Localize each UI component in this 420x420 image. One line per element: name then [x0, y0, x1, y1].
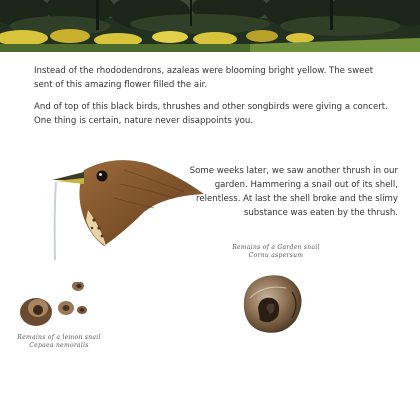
caption-garden-snail-species: Cornu aspersum	[248, 252, 304, 259]
shell-fragments-icon	[16, 282, 106, 332]
caption-garden-snail	[226, 244, 326, 260]
caption-lemon-snail-title: Remains of a lemon snail	[17, 334, 101, 341]
paragraph-thrush-garden: Some weeks later, we saw another thrush in our garden. Hammering a snail out of its shell, relentless. At last the shell broke and the slimy substance was eaten by the thrush.	[189, 166, 398, 218]
broken-shell-icon	[236, 268, 310, 338]
caption-lemon-snail	[14, 334, 104, 350]
caption-garden-snail-title: Remains of a Garden snail	[232, 244, 320, 251]
forest-photo-banner	[0, 0, 420, 52]
forest-scene	[0, 0, 420, 52]
paragraph-songbirds: And of top of this black birds, thrushes and other songbirds were giving a concert. One thing is certain, nature never disappoints you.	[34, 102, 388, 126]
lemon-snail-remains-photo	[16, 282, 106, 336]
garden-snail-remains-photo	[236, 268, 310, 342]
paragraph-azaleas: Instead of the rhododendrons, azaleas were blooming bright yellow. The sweet sent of this amazing flower filled the air.	[34, 66, 374, 90]
caption-lemon-snail-species: Cepaea nemoralis	[29, 342, 89, 349]
